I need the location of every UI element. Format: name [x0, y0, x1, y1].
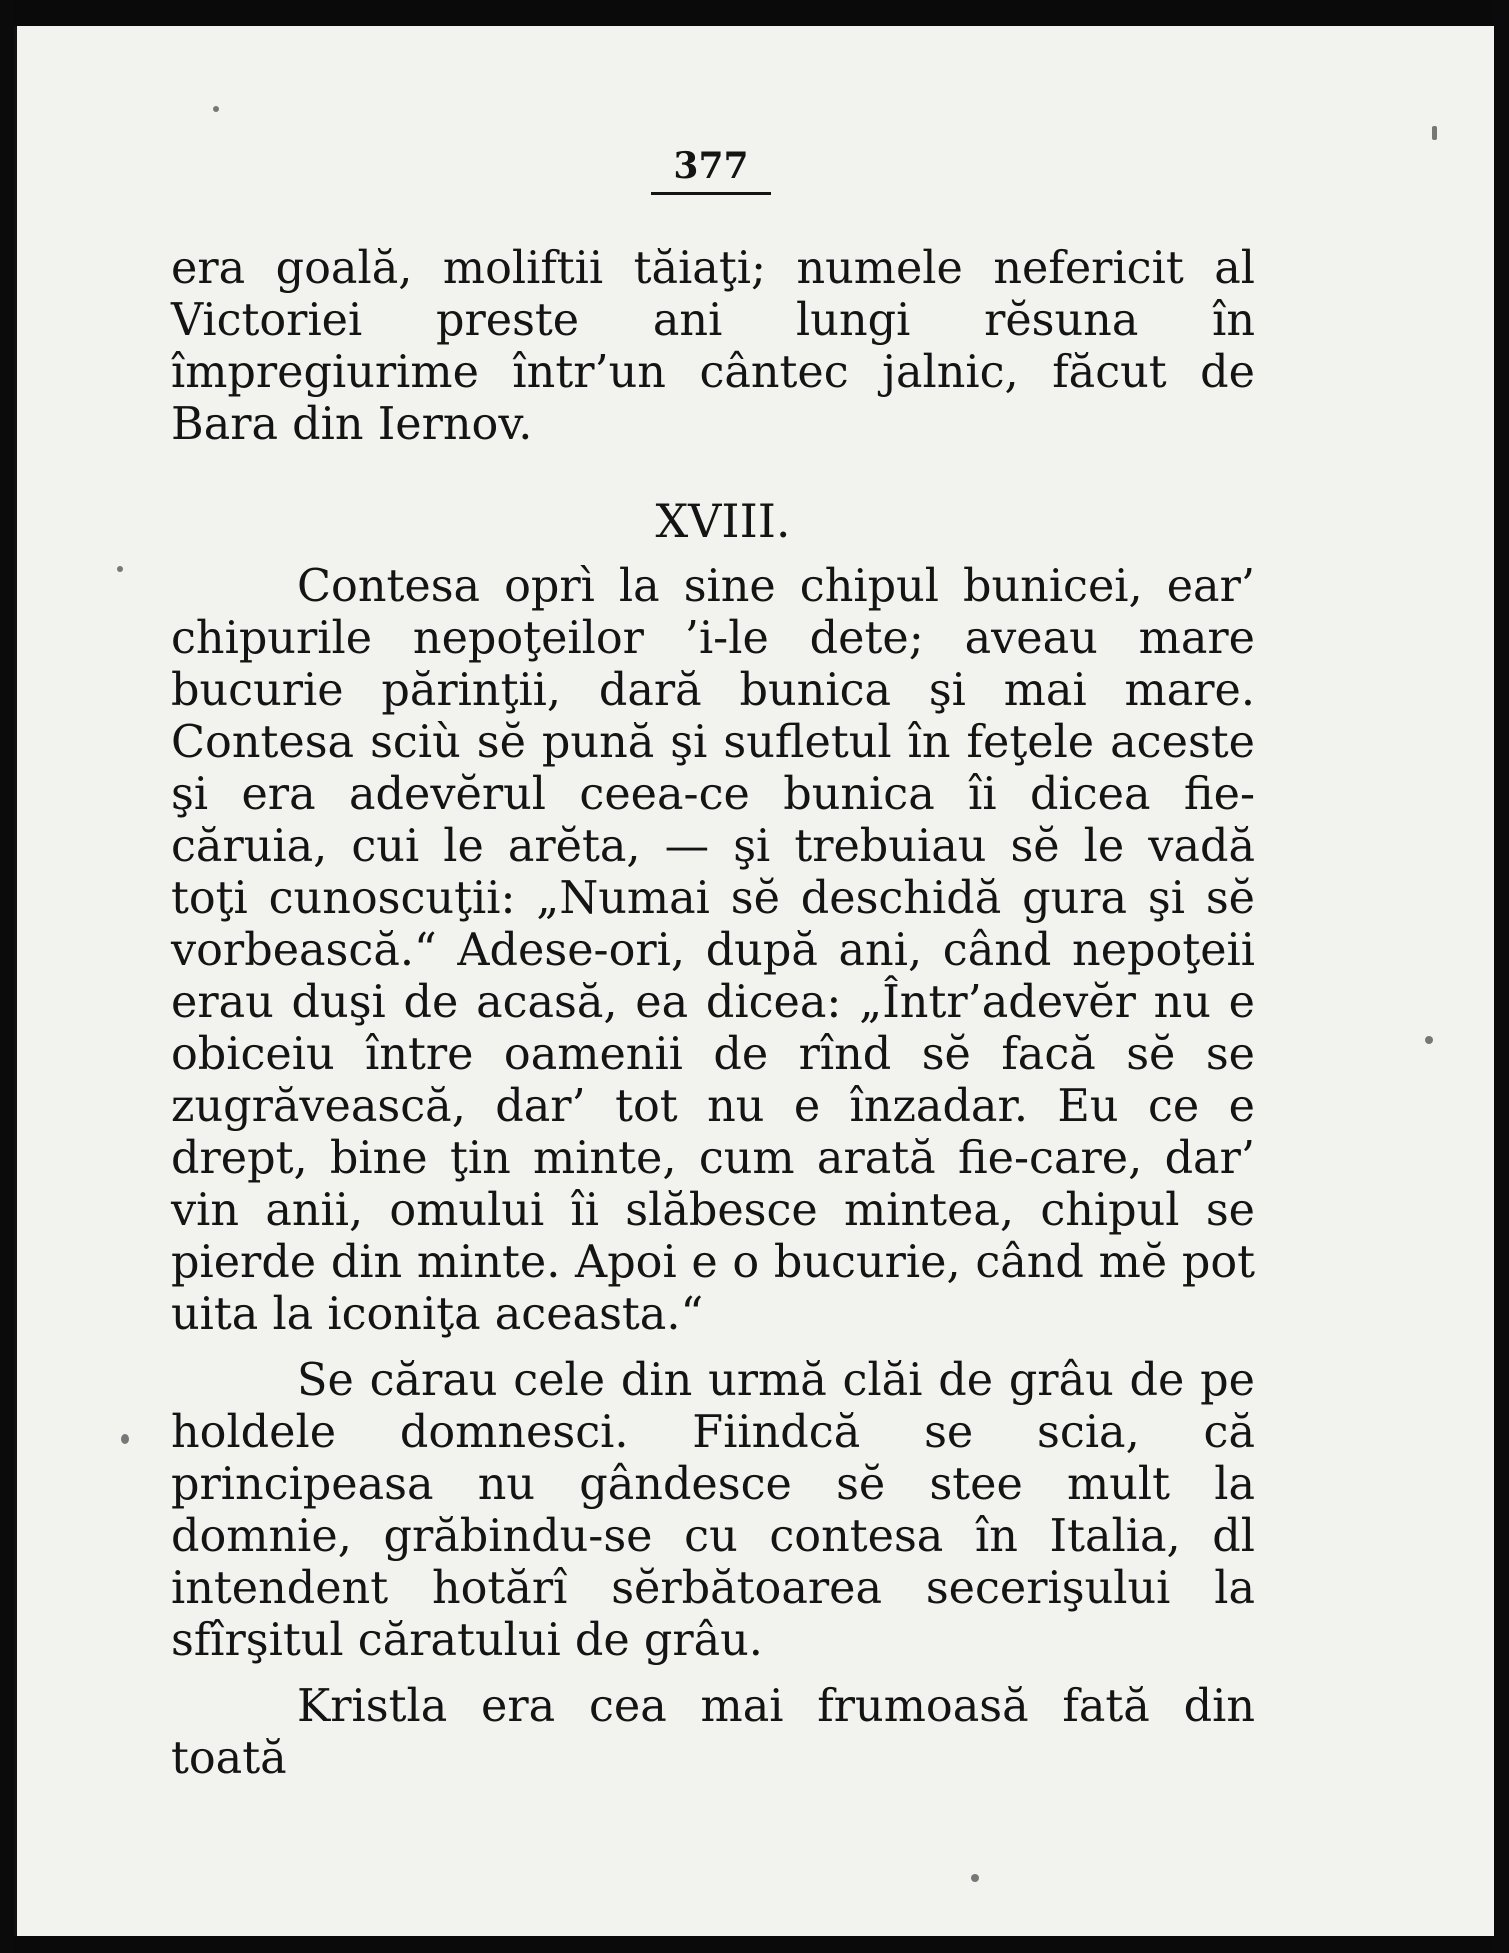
chapter-heading: XVIII.	[655, 494, 791, 548]
page-text	[171, 110, 1255, 1785]
scan-speck	[117, 566, 123, 572]
scan-speck	[971, 1874, 979, 1882]
paragraph: Kristla era cea mai frumoasă fată din toată	[171, 1681, 1255, 1784]
page-number: 377	[651, 144, 771, 195]
scan-speck	[1432, 126, 1437, 140]
scan-speck	[121, 1434, 129, 1444]
paragraph: era goală, moliftii tăiaţi; numele nefericit al Victoriei preste ani lungi rĕsuna în împregiurime într’un cântec jalnic, făcut de Bara din Iernov.	[171, 243, 1255, 450]
paragraph: Se cărau cele din urmă clăi de grâu de pe holdele domnesci. Fiindcă se scia, că principeasa nu gândesce sĕ stee mult la domnie, grăbindu-se cu contesa în Italia, dl intendent hotărî sĕrbătoarea secerişului la sfîrşitul căratului de grâu.	[171, 1355, 1255, 1666]
paragraph: Contesa oprì la sine chipul bunicei, ear’ chipurile nepoţeilor ’i-le dete; aveau mare bucurie părinţii, dară bunica şi mai mare. Contesa sciù sĕ pună şi sufletul în feţele aceste şi era adevĕrul ceea-ce bunica îi dicea fie-căruia, cui le arĕta, — şi trebuiau sĕ le vadă toţi cunoscuţii: „Numai sĕ deschidă gura şi sĕ vorbească.“ Adese-ori, după ani, când nepoţeii erau duşi de acasă, ea dicea: „Într’adevĕr nu e obiceiu între oamenii de rînd sĕ facă sĕ se zugrăvească, dar’ tot nu e înzadar. Eu ce e drept, bine ţin minte, cum arată fie-care, dar’ vin anii, omului îi slăbesce mintea, chipul se pierde din minte. Apoi e o bucurie, când mĕ pot uita la iconiţa aceasta.“	[171, 561, 1255, 1340]
scan-left-border	[0, 0, 14, 1953]
scan-speck	[1425, 1036, 1433, 1044]
